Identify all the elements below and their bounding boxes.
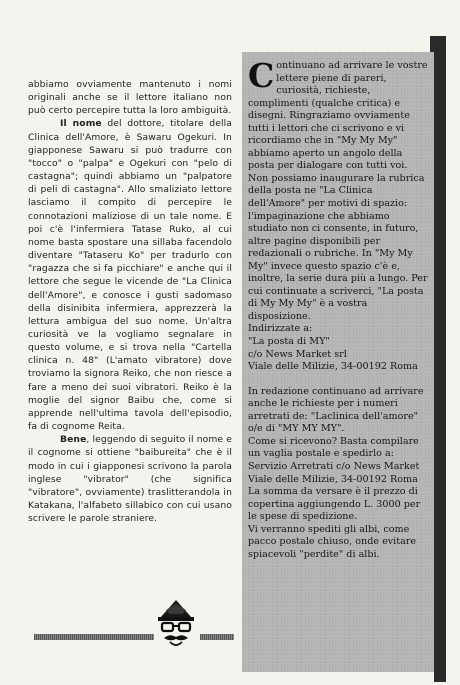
left-keyword-bene: Bene [60,434,87,446]
left-paragraph-2-text: del dottore, titolare della Clinica dell'Amore, è Sawaru Ogekuri. In giapponese Sawaru si può tradurre con "tocco" o "palpa" e Ogekuri con "pelo di castagna"; quindi abbiamo un "palpatore di peli di castagna". Allo smaliziato lettore lasciamo il compito di percepire le connotazioni maliziose di un tale nome. E poi c'è l'infermiera Tatase Ruko, al cui nome basta spostare una sillaba facendolo diventare "Tataseru Ko" per tradurlo con "ragazza che si fa picchiare" e anche qui il lettore che segue le vicende de "La Clinica dell'Amore", e conosce i gusti sadomaso della disinibita infermiera, apprezzerà la lettura ambigua del suo nome. Un'altra curiosità ve la vogliamo segnalare in questo volume, e si trova nella "Cartella clinica n. 48" (L'amato vibratore) dove troviamo la signora Reiko, che non riesce a fare a meno dei suoi vibratori. Reiko è la moglie del signor Baibu che, come si apprende nell'ultima tavola dell'episodio, fa di cognome Reita. [28,118,232,433]
left-paragraph-2 [28,117,232,433]
letters-paragraph-1 [248,56,430,323]
letters-paragraph-1-text: ontinuano ad arrivare le vostre lettere piene di pareri, curiosità, richieste, complimenti (qualche critica) e disegni. Ringraziamo ovviamente tutti i lettori che ci scrivono e vi ricordiamo che in "My My My" abbiamo aperto un angolo della posta per dialogare con tutti voi. Non possiamo inaugurare la rubrica della posta ne "La Clinica dell'Amore" per motivi di spazio: l'impaginazione che abbiamo studiato non ci consente, in futuro, altre pagine disponibili per redazionali o rubriche. In "My My My" invece questo spazio c'è e, inoltre, la serie dura più a lungo. Per cui continuate a scriverci, "La posta di My My My" è a vostra disposizione. [248,60,428,322]
left-paragraph-3 [28,433,232,525]
address-line-3: Viale delle Milizie, 34-00192 Roma [248,361,418,373]
address-intro: Indirizzate a: [248,323,313,335]
spacer [248,374,430,386]
bottom-rule-right [200,634,234,640]
left-paragraph-1: abbiamo ovviamente mantenuto i nomi originali anche se il lettore italiano non può certo percepire tutta la loro ambiguità. [28,79,232,117]
mascot-icon [152,596,200,650]
left-column [28,78,232,525]
address-line-2: c/o News Market srl [248,348,347,360]
left-paragraph-3-text: , leggendo di seguito il nome e il cognome si ottiene "baibureita" che è il modo in cui i giapponesi scrivono la parola inglese "vibrator" (che significa "vibratore", ovviamente) traslitterandola in Katakana, l'alfabeto sillabico con cui usano scrivere le parole straniere. [28,434,232,525]
left-keyword-nome: Il nome [60,118,102,130]
letters-paragraph-4: Vi verranno spediti gli albi, come pacco postale chiuso, onde evitare spiacevoli "perdite" di albi. [248,523,417,560]
letters-text [248,56,430,561]
bottom-rule-left [34,634,154,640]
letters-paragraph-2: In redazione continuano ad arrivare anche le richieste per i numeri arretrati de: "Laclinica dell'amore" o/e di "MY MY MY". [248,385,424,435]
letters-paragraph-3: Come si ricevono? Basta compilare un vaglia postale e spedirlo a: Servizio Arretrati c/o News Market Viale delle Milizie, 34-00192 Roma La somma da versare è il prezzo di copertina aggiungendo L. 3000 per le spese di spedizione. [248,435,421,523]
drop-cap: C [248,56,275,95]
box-shadow [434,36,446,682]
address-line-1: "La posta di MY" [248,336,330,348]
